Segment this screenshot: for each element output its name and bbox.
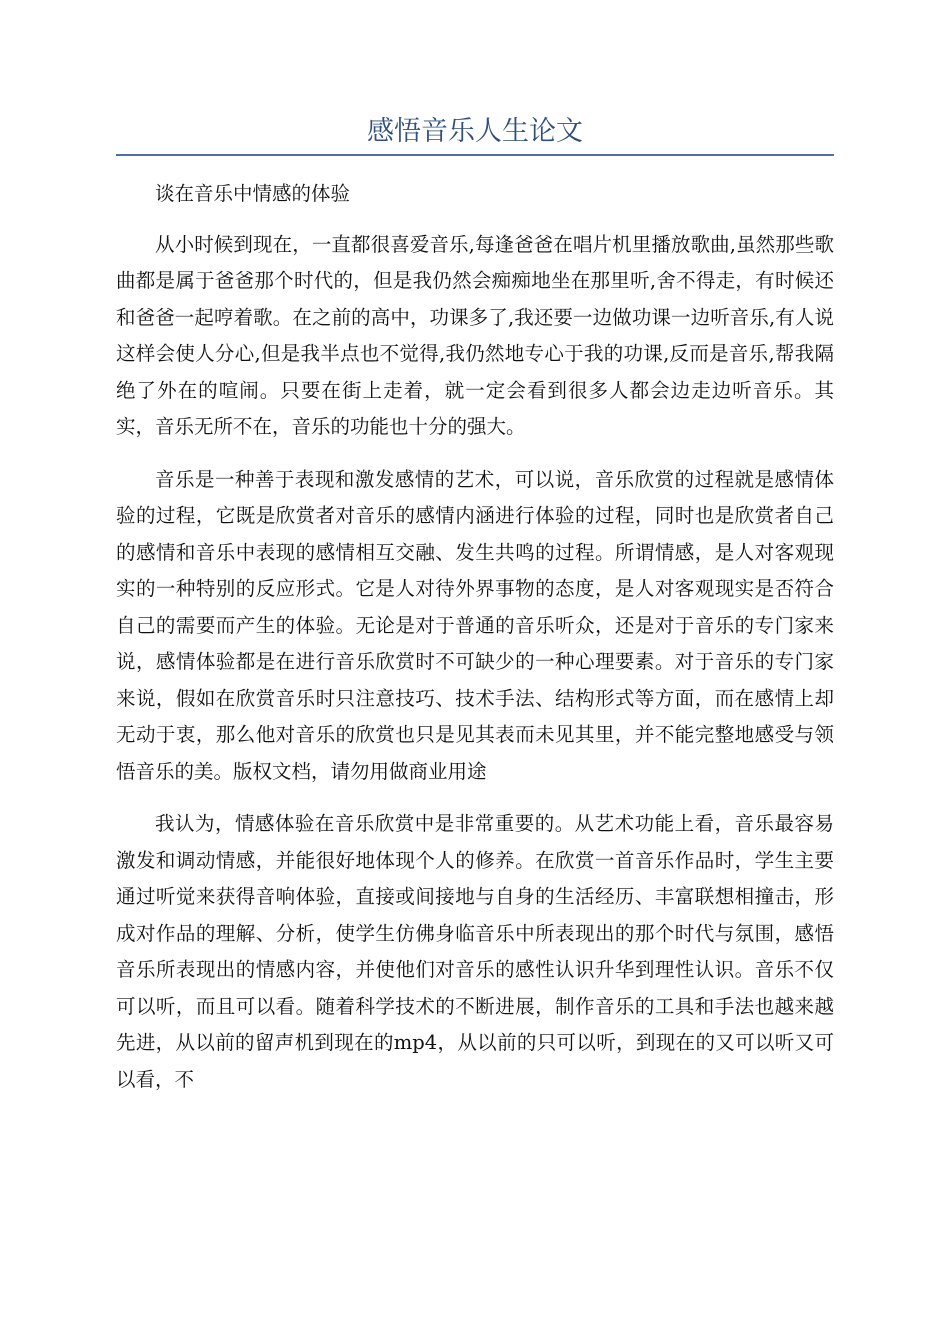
- title-underline: [116, 154, 834, 156]
- document-title: 感悟音乐人生论文: [367, 116, 583, 147]
- section-subtitle: 谈在音乐中情感的体验: [155, 182, 351, 205]
- paragraph-2: 音乐是一种善于表现和激发感情的艺术，可以说，音乐欣赏的过程就是感情体验的过程，它既是欣赏者对音乐的感情内涵进行体验的过程，同时也是欣赏者自己的感情和音乐中表现的感情相互交融、发生共鸣的过程。所谓情感，是人对客观现实的一种特别的反应形式。它是人对待外界事物的态度，是人对客观现实是否符合自己的需要而产生的体验。无论是对于普通的音乐听众，还是对于音乐的专门家来说，感情体验都是在进行音乐欣赏时不可缺少的一种心理要素。对于音乐的专门家来说，假如在欣赏音乐时只注意技巧、技术手法、结构形式等方面，而在感情上却无动于衷，那么他对音乐的欣赏也只是见其表而未见其里，并不能完整地感受与领悟音乐的美。版权文档，请勿用做商业用途: [116, 467, 834, 783]
- document-body: [116, 176, 834, 1114]
- paragraph-1: 从小时候到现在，一直都很喜爱音乐,每逢爸爸在唱片机里播放歌曲,虽然那些歌曲都是属于爸爸那个时代的，但是我仍然会痴痴地坐在那里听,舍不得走，有时候还和爸爸一起哼着歌。在之前的高中，功课多了,我还要一边做功课一边听音乐,有人说这样会使人分心,但是我半点也不觉得,我仍然地专心于我的功课,反而是音乐,帮我隔绝了外在的喧闹。只要在街上走着，就一定会看到很多人都会边走边听音乐。其实，音乐无所不在，音乐的功能也十分的强大。: [116, 232, 834, 438]
- paragraph-3: 我认为，情感体验在音乐欣赏中是非常重要的。从艺术功能上看，音乐最容易激发和调动情感，并能很好地体现个人的修养。在欣赏一首音乐作品时，学生主要通过听觉来获得音响体验，直接或间接地与自身的生活经历、丰富联想相撞击，形成对作品的理解、分析，使学生仿佛身临音乐中所表现出的那个时代与氛围，感悟音乐所表现出的情感内容，并使他们对音乐的感性认识升华到理性认识。音乐不仅可以听，而且可以看。随着科学技术的不断进展，制作音乐的工具和手法也越来越先进，从以前的留声机到现在的mp4，从以前的只可以听，到现在的又可以听又可以看，不: [116, 812, 834, 1091]
